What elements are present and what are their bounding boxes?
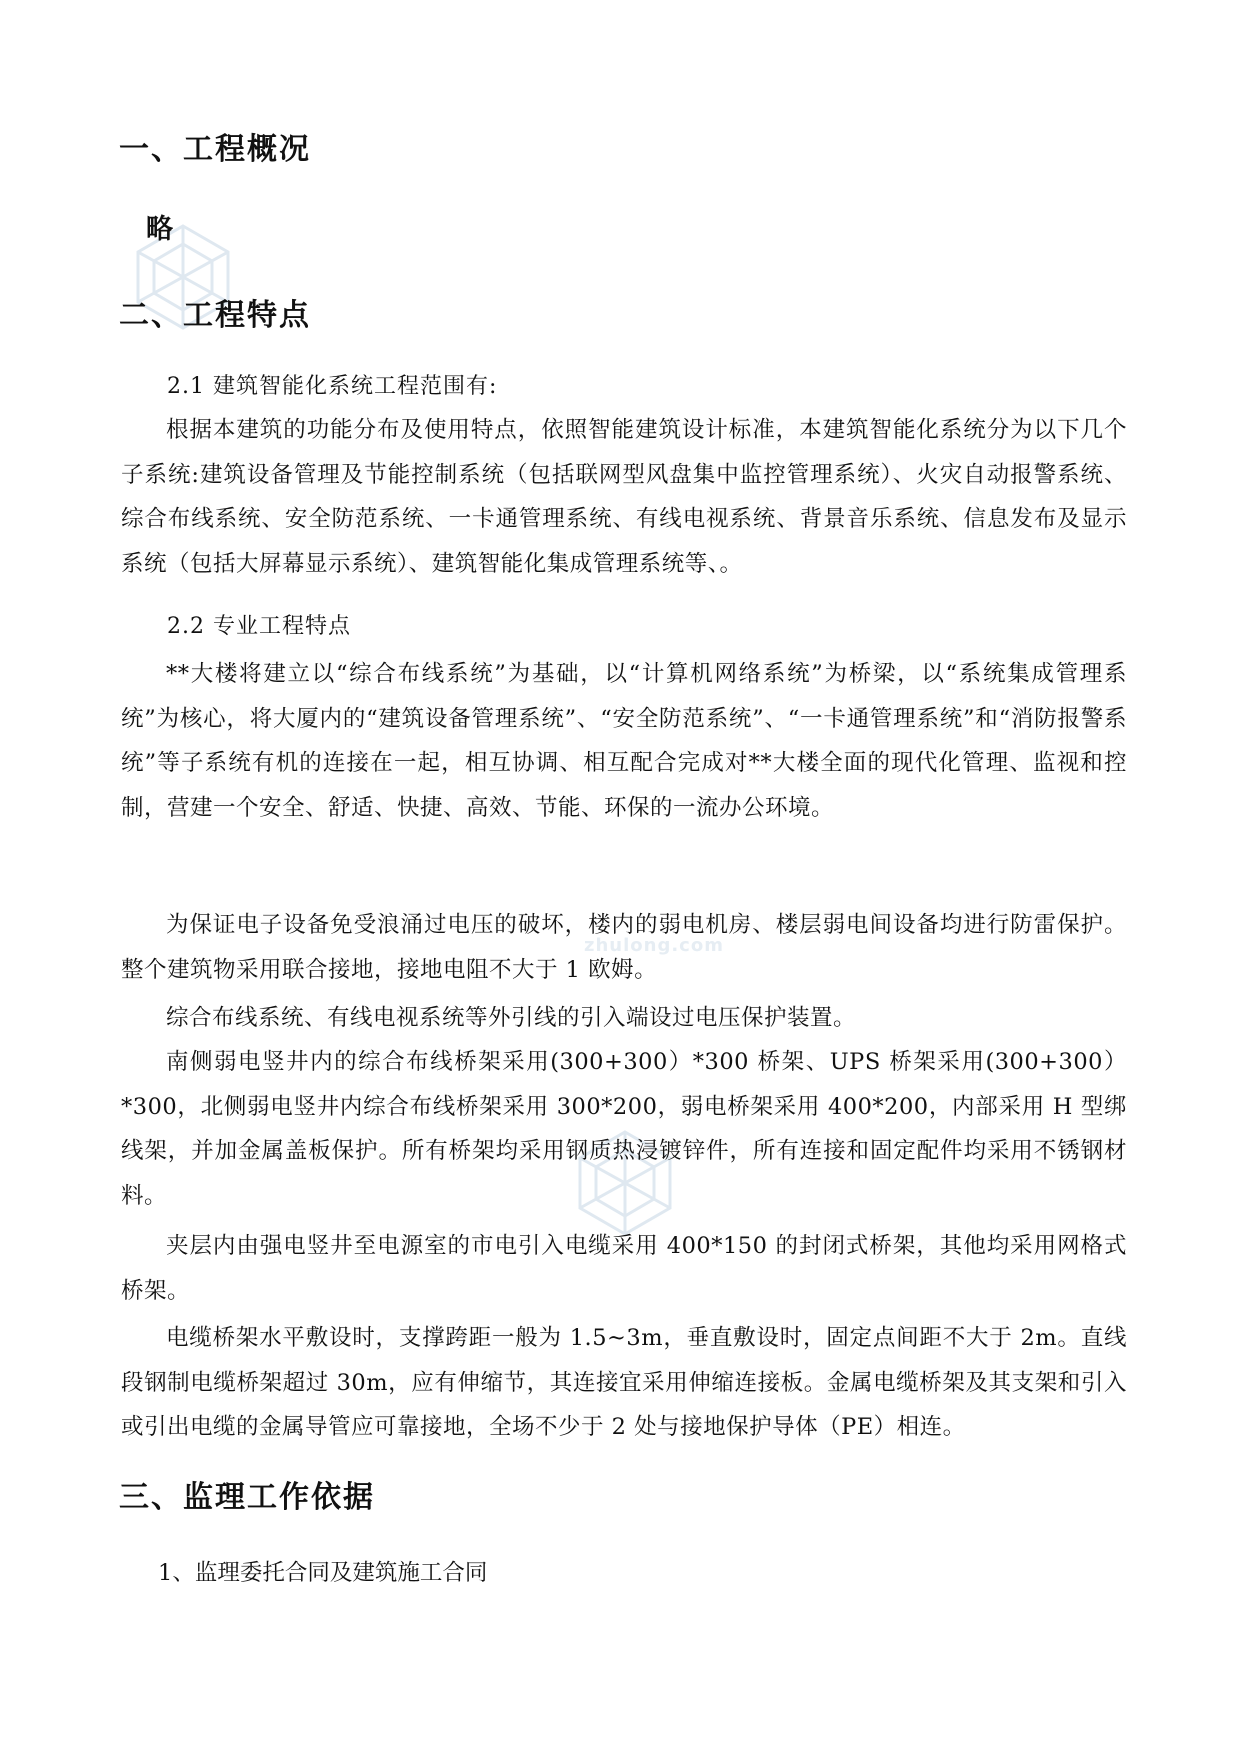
subheading-2-2: 2.2 专业工程特点 [167, 614, 351, 639]
paragraph-lightning-protection: 为保证电子设备免受浪涌过电压的破坏，楼内的弱电机房、楼层弱电间设备均进行防雷保护。整个建筑物采用联合接地，接地电阻不大于 1 欧姆。 [121, 912, 1127, 983]
section-heading-basis: 三、监理工作依据 [119, 1480, 375, 1515]
watermark-text: zhulong.com [584, 935, 724, 956]
paragraph-tray-installation: 电缆桥架水平敷设时，支撑跨距一般为 1.5~3m，垂直敷设时，固定点间距不大于 2m。直线段钢制电缆桥架超过 30m，应有伸缩节，其连接宜采用伸缩连接板。金属电缆桥架及其支架和引入或引出电缆的金属导管应可靠接地，全场不少于 2 处与接地保护导体（PE）相连。 [121, 1325, 1127, 1440]
section-heading-features: 二、工程特点 [119, 298, 311, 333]
subheading-2-1: 2.1 建筑智能化系统工程范围有: [167, 374, 498, 399]
paragraph-scope: 根据本建筑的功能分布及使用特点，依照智能建筑设计标准，本建筑智能化系统分为以下几个子系统:建筑设备管理及节能控制系统（包括联网型风盘集中监控管理系统）、火灾自动报警系统、综合布线系统、安全防范系统、一卡通管理系统、有线电视系统、背景音乐系统、信息发布及显示系统（包括大屏幕显示系统）、建筑智能化集成管理系统等、。 [121, 417, 1127, 577]
section-heading-overview: 一、工程概况 [119, 132, 311, 167]
paragraph-surge-protection: 综合布线系统、有线电视系统等外引线的引入端设过电压保护装置。 [166, 1005, 857, 1031]
paragraph-cable-trays: 南侧弱电竖井内的综合布线桥架采用(300+300）*300 桥架、UPS 桥架采用(300+300）*300，北侧弱电竖井内综合布线桥架采用 300*200，弱电桥架采用 400*200，内部采用 H 型绑线架，并加金属盖板保护。所有桥架均采用钢质热浸镀锌件，所有连接和固定配件均采用不锈钢材料。 [121, 1049, 1127, 1209]
paragraph-integration: **大楼将建立以“综合布线系统”为基础，以“计算机网络系统”为桥梁，以“系统集成管理系统”为核心，将大厦内的“建筑设备管理系统”、“安全防范系统”、“一卡通管理系统”和“消防报警系统”等子系统有机的连接在一起，相互协调、相互配合完成对**大楼全面的现代化管理、监视和控制，营建一个安全、舒适、快捷、高效、节能、环保的一流办公环境。 [121, 661, 1127, 821]
list-item-basis-1: 1、监理委托合同及建筑施工合同 [158, 1560, 488, 1586]
section-body-omitted: 略 [146, 214, 173, 245]
paragraph-mezzanine-tray: 夹层内由强电竖井至电源室的市电引入电缆采用 400*150 的封闭式桥架，其他均采用网格式桥架。 [121, 1233, 1127, 1304]
